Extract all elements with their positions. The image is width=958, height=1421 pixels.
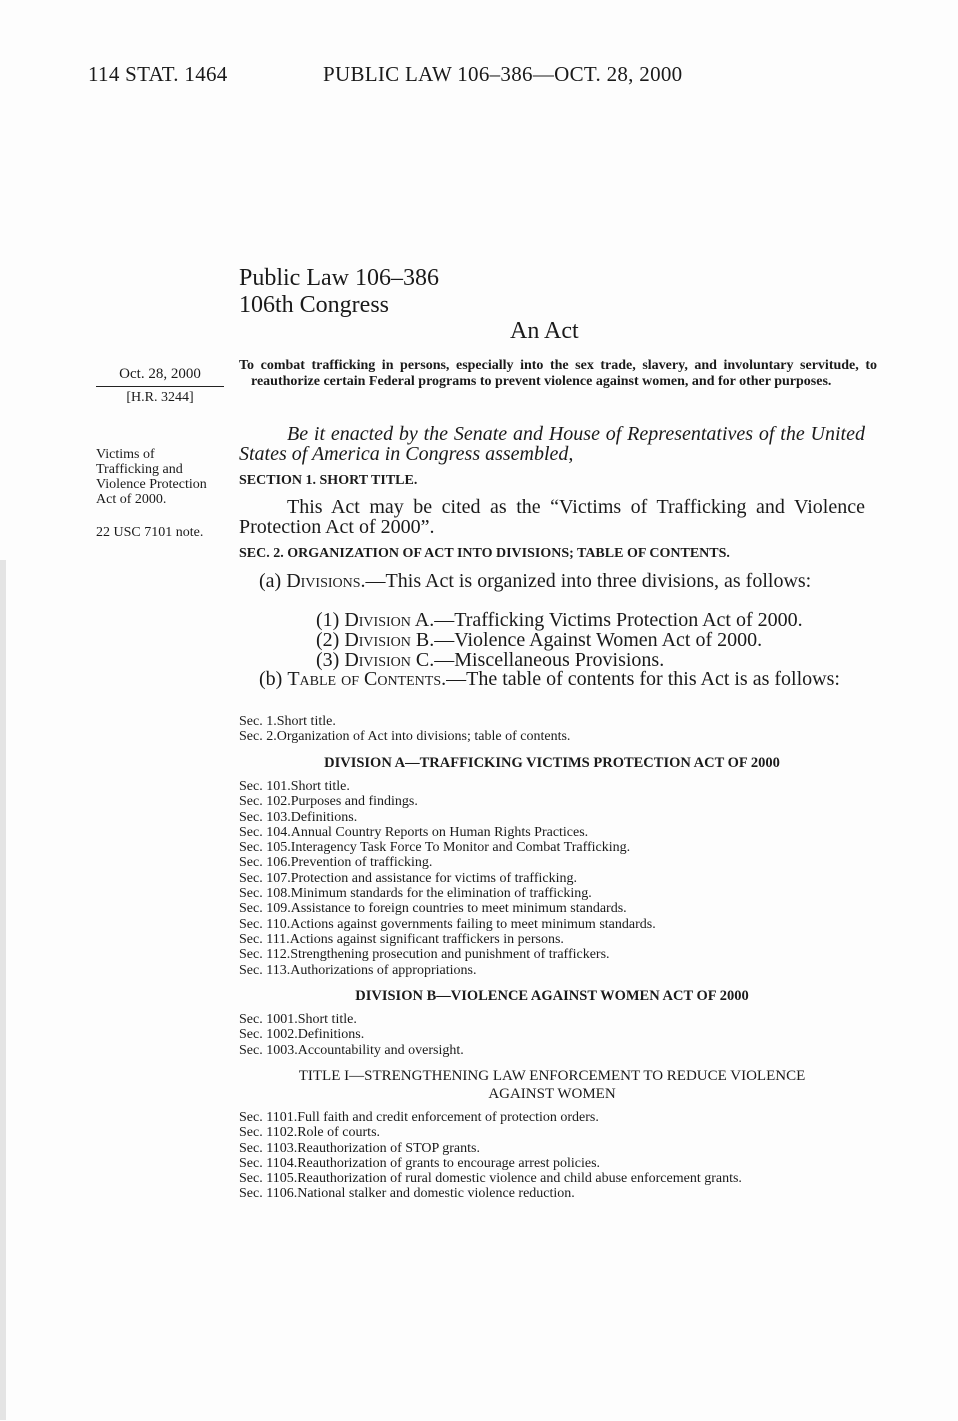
toc-section-number: Sec. 1102. [239, 1125, 298, 1141]
toc-entry [239, 1110, 865, 1125]
toc-entry [239, 963, 865, 978]
toc-section-title: Actions against significant traffickers in persons. [289, 931, 564, 947]
stat-citation: 114 STAT. 1464 [88, 62, 228, 86]
toc-section-title: Assistance to foreign countries to meet minimum standards. [290, 901, 627, 917]
toc-section-title: Definitions. [297, 1027, 365, 1043]
division-item [316, 650, 876, 670]
toc-entry [239, 810, 865, 825]
enacting-clause: Be it enacted by the Senate and House of Representatives of the United States of America in Congress assembled, [239, 423, 865, 465]
toc-section-title: Reauthorization of rural domestic violence and child abuse enforcement grants. [297, 1171, 742, 1187]
section-1-heading: SECTION 1. SHORT TITLE. [239, 473, 418, 488]
toc-entry [239, 714, 865, 729]
margin-bill: [H.R. 3244] [126, 390, 194, 405]
toc-section-title: Interagency Task Force To Monitor and Combat Trafficking. [290, 840, 631, 856]
toc-entry [239, 855, 865, 870]
toc-section-title: Strengthening prosecution and punishment of traffickers. [290, 947, 610, 963]
toc-entry [239, 1171, 865, 1186]
para-text: .—This Act is organized into three divisions, as follows: [360, 570, 812, 592]
toc-entry [239, 917, 865, 932]
toc-entry [239, 1012, 865, 1027]
toc-section-title: Reauthorization of grants to encourage arrest policies. [297, 1155, 601, 1171]
act-title: An Act [510, 318, 579, 344]
toc-section-number: Sec. 108. [239, 886, 291, 902]
toc-section-title: Prevention of trafficking. [290, 855, 433, 871]
toc-section-title: Full faith and credit enforcement of protection orders. [297, 1110, 599, 1125]
toc-section-number: Sec. 112. [239, 947, 291, 963]
toc-entry [239, 779, 865, 794]
toc-section-number: Sec. 102. [239, 794, 291, 810]
toc-entry [239, 886, 865, 901]
toc-title-1 [239, 1110, 865, 1202]
toc-section-title: Annual Country Reports on Human Rights Practices. [290, 824, 589, 840]
division-name: Division A [344, 609, 430, 631]
toc-entry [239, 1186, 865, 1201]
toc-entry [239, 1125, 865, 1140]
toc-section-number: Sec. 1002. [239, 1027, 298, 1043]
toc-section-number: Sec. 1105. [239, 1171, 298, 1187]
toc-section-title: Role of courts. [297, 1125, 381, 1141]
toc-section-number: Sec. 109. [239, 901, 291, 917]
para-label: (b) [259, 668, 288, 690]
toc-entry [239, 825, 865, 840]
division-number: (1) [316, 609, 345, 631]
section-2b [239, 669, 865, 689]
toc-entry [239, 1027, 865, 1042]
division-b-heading: DIVISION B—VIOLENCE AGAINST WOMEN ACT OF 2000 [355, 988, 749, 1004]
toc-section-number: Sec. 1003. [239, 1042, 298, 1058]
toc-section-title: Authorizations of appropriations. [290, 962, 477, 978]
toc-section-number: Sec. 113. [239, 962, 291, 978]
toc-intro [239, 714, 865, 745]
toc-section-number: Sec. 105. [239, 840, 291, 856]
toc-section-number: Sec. 1103. [239, 1140, 298, 1156]
para-caption: Table of Contents [287, 668, 442, 690]
congress: 106th Congress [239, 292, 389, 318]
toc-section-number: Sec. 111. [239, 931, 290, 947]
toc-section-number: Sec. 101. [239, 779, 291, 794]
toc-division-b [239, 1012, 865, 1058]
toc-section-number: Sec. 1. [239, 714, 277, 729]
toc-section-title: Short title. [297, 1012, 357, 1027]
division-number: (3) [316, 649, 345, 671]
toc-section-title: National stalker and domestic violence reduction. [297, 1186, 575, 1202]
toc-entry [239, 932, 865, 947]
toc-section-title: Short title. [276, 714, 336, 729]
margin-date: Oct. 28, 2000 [96, 367, 224, 387]
toc-section-title: Actions against governments failing to meet minimum standards. [290, 916, 656, 932]
toc-entry [239, 729, 865, 744]
toc-entry [239, 1156, 865, 1171]
toc-entry [239, 1043, 865, 1058]
margin-note-usc: 22 USC 7101 note. [96, 525, 204, 540]
toc-entry [239, 871, 865, 886]
toc-section-title: Minimum standards for the elimination of trafficking. [290, 886, 592, 902]
toc-section-number: Sec. 1001. [239, 1012, 298, 1027]
toc-section-number: Sec. 110. [239, 916, 291, 932]
toc-section-title: Purposes and findings. [290, 794, 418, 810]
division-a-heading: DIVISION A—TRAFFICKING VICTIMS PROTECTION ACT OF 2000 [324, 755, 780, 771]
toc-section-number: Sec. 1101. [239, 1110, 298, 1125]
division-list [239, 610, 876, 670]
toc-section-number: Sec. 107. [239, 870, 291, 886]
division-title: .—Trafficking Victims Protection Act of 2000. [429, 609, 803, 631]
toc-section-number: Sec. 1106. [239, 1186, 298, 1202]
division-name: Division C [344, 649, 430, 671]
division-item [316, 630, 876, 650]
scan-edge [0, 560, 6, 1420]
section-2a [239, 571, 865, 591]
division-number: (2) [316, 629, 345, 651]
toc-entry [239, 947, 865, 962]
section-1-text: This Act may be cited as the “Victims of Trafficking and Violence Protection Act of 2000”. [239, 496, 865, 538]
margin-note-short-title: Victims of Trafficking and Violence Protection Act of 2000. [96, 447, 207, 507]
toc-section-number: Sec. 1104. [239, 1155, 298, 1171]
running-header: PUBLIC LAW 106–386—OCT. 28, 2000 [323, 62, 683, 86]
section-2-heading: SEC. 2. ORGANIZATION OF ACT INTO DIVISIONS; TABLE OF CONTENTS. [239, 546, 730, 561]
public-law-number: Public Law 106–386 [239, 265, 439, 291]
toc-entry [239, 1141, 865, 1156]
toc-section-title: Reauthorization of STOP grants. [297, 1140, 480, 1156]
toc-entry [239, 794, 865, 809]
toc-section-number: Sec. 103. [239, 809, 291, 825]
toc-section-number: Sec. 2. [239, 729, 277, 745]
toc-section-title: Organization of Act into divisions; table of contents. [276, 729, 571, 745]
toc-section-title: Definitions. [290, 809, 358, 825]
toc-division-a [239, 779, 865, 978]
toc-entry [239, 901, 865, 916]
toc-entry [239, 840, 865, 855]
toc-section-title: Accountability and oversight. [297, 1042, 464, 1058]
division-title: .—Miscellaneous Provisions. [429, 649, 665, 671]
division-title: .—Violence Against Women Act of 2000. [429, 629, 763, 651]
title-1-heading: TITLE I—STRENGTHENING LAW ENFORCEMENT TO REDUCE VIOLENCE AGAINST WOMEN [298, 1068, 806, 1102]
division-name: Division B [344, 629, 430, 651]
para-caption: Divisions [286, 570, 361, 592]
toc-section-title: Protection and assistance for victims of trafficking. [290, 870, 577, 886]
para-label: (a) [259, 570, 287, 592]
division-item [316, 610, 876, 630]
toc-section-title: Short title. [290, 779, 350, 794]
toc-section-number: Sec. 104. [239, 824, 291, 840]
purpose: To combat trafficking in persons, especially into the sex trade, slavery, and involuntary servitude, to reauthorize certain Federal programs to prevent violence against women, and for other purposes. [239, 358, 877, 389]
para-text: .—The table of contents for this Act is as follows: [441, 668, 840, 690]
toc-section-number: Sec. 106. [239, 855, 291, 871]
